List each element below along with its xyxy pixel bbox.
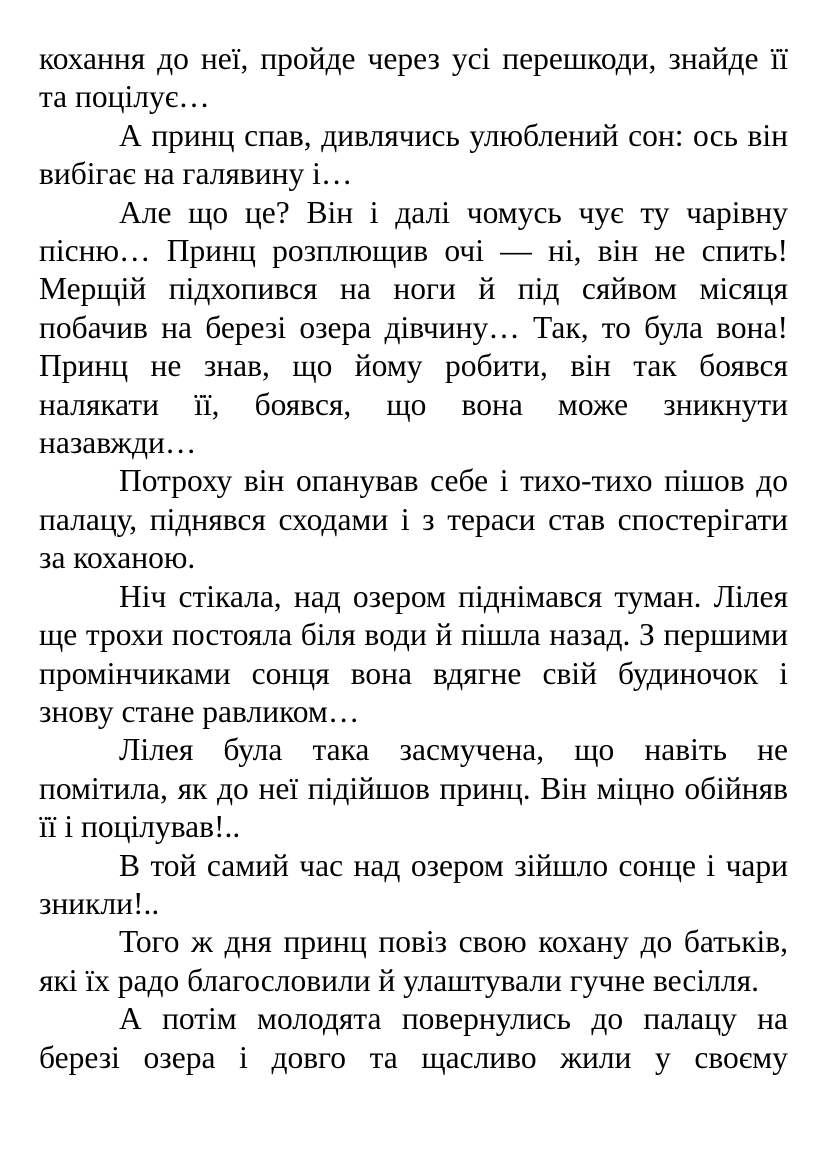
paragraph-kiss: Лілея була така засмучена, що навіть не помітила, як до неї підійшов принц. Він міцно обійняв її і поцілував!.. [39, 732, 788, 845]
paragraph-spell-broken: В той самий час над озером зійшло сонце і чари зникли!.. [39, 847, 788, 921]
paragraph-terrace: Потроху він опанував себе і тихо-тихо пішов до палацу, піднявся сходами і з тераси став спостерігати за коханою. [39, 463, 788, 576]
paragraph-prince-wakes: Але що це? Він і далі чомусь чує ту чарівну пісню… Принц розплющив очі — ні, він не спить! Мерщій підхопився на ноги й під сяйвом місяця побачив на березі озера дівчину… Так, то була вона! Принц не знав, що йому робити, він так боявся налякати її, боявся, що вона може зникнути назавжди… [39, 194, 788, 461]
paragraph-continuation: кохання до неї, пройде через усі перешкоди, знайде її та поцілує… [39, 41, 788, 115]
paragraph-night-ends: Ніч стікала, над озером піднімався туман. Лілея ще трохи постояла біля води й пішла назад. З першими промінчиками сонця вона вдягне свій будиночок і знову стане равликом… [39, 578, 788, 729]
paragraph-happy-ending: А потім молодята повернулись до палацу на березі озера і довго та щасливо жили у своєму [39, 1001, 788, 1075]
document-page [39, 40, 788, 1077]
paragraph-prince-sleeping: А принц спав, дивлячись улюблений сон: ось він вибігає на галявину і… [39, 117, 788, 192]
paragraph-wedding: Того ж дня принц повіз свою кохану до батьків, які їх радо благословили й улаштували гучне весілля. [39, 924, 788, 998]
